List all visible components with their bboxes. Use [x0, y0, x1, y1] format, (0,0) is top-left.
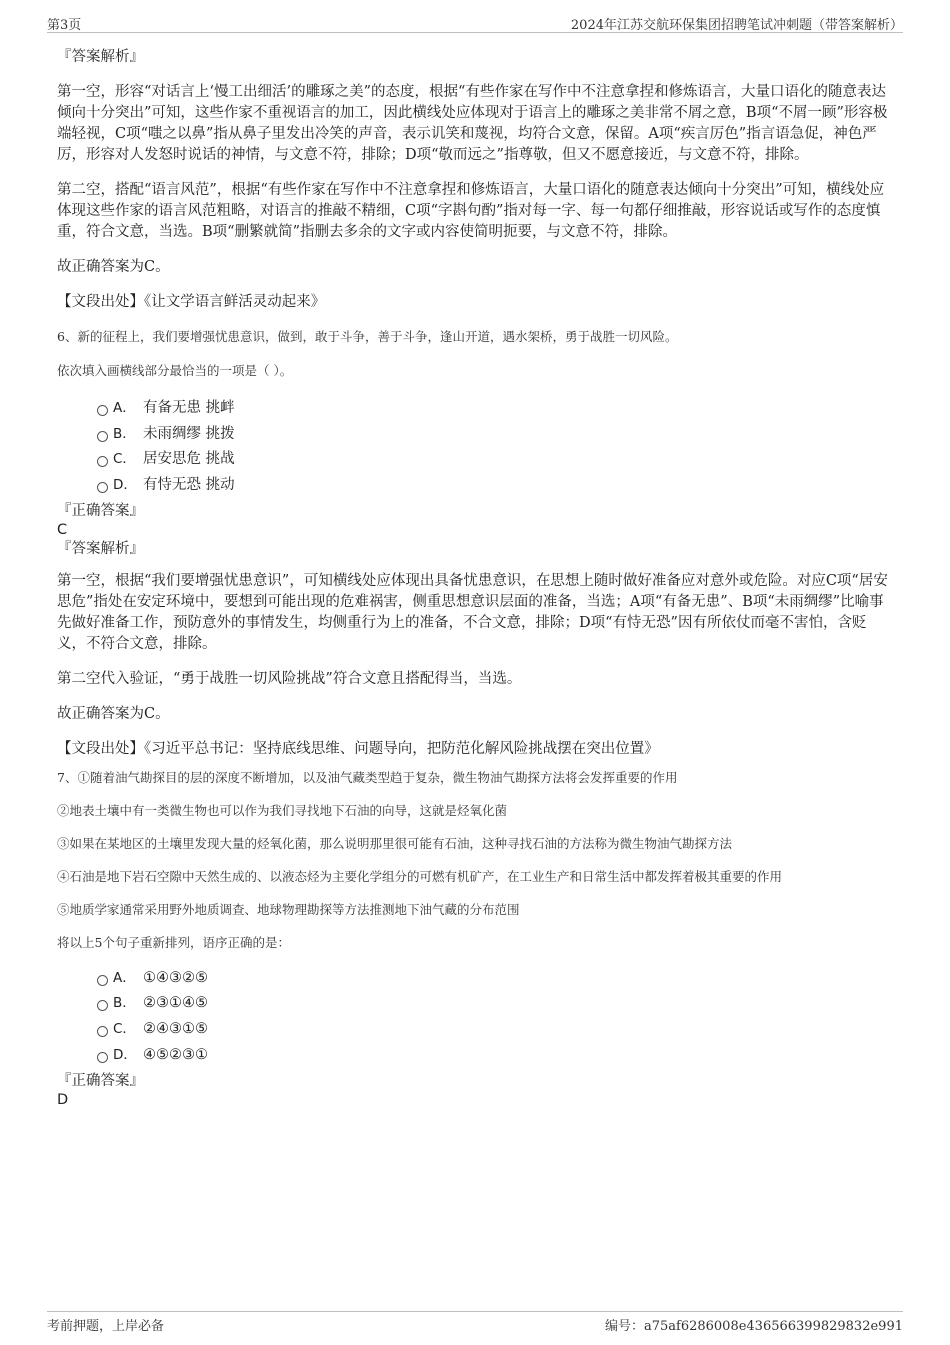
analysis-paragraph: 第二空代入验证，“勇于战胜一切风险挑战”符合文意且搭配得当，当选。 — [57, 670, 522, 687]
option-b[interactable]: B． ②③①④⑤ — [57, 993, 895, 1019]
analysis-label: 『答案解析』 — [57, 49, 144, 65]
radio-button[interactable] — [97, 1052, 108, 1063]
analysis-paragraph: 第一空，形容“对话言上‘慢工出细活’的雕琢之美”的态度，根据“有些作家在写作中不注意拿捏和修炼语言，大量口语化的随意表达倾向十分突出”可知，这些作家不重视语言的加工，因此横线处应体现对于语言上的雕琢之美非常不屑之意，B项“不屑一顾”形容极端轻视，C项“嗤之以鼻”指从鼻子里发出冷笑的声音，表示讥笑和蔑视，均符合文意，保留。A项“疾言厉色”指言语急促，神色严厉，形容对人发怒时说话的神情，与文意不符，排除；D项“敬而远之”指尊敬，但又不愿意接近，与文意不符，排除。 — [57, 84, 888, 163]
option-a[interactable]: A． 有备无患 挑衅 — [57, 398, 895, 424]
question-sentence: ④石油是地下岩石空隙中天然生成的、以液态烃为主要化学组分的可燃有机矿产，在工业生产和日常生活中都发挥着极其重要的作用 — [57, 868, 783, 884]
question-stem: 6、新的征程上，我们要增强忧患意识，做到，敢于斗争，善于斗争，逢山开道，遇水架桥，勇于战胜一切风险。 — [57, 329, 678, 344]
page-footer — [47, 1311, 903, 1334]
radio-button[interactable] — [97, 405, 108, 416]
analysis-paragraph: 第二空，搭配“语言风范”，根据“有些作家在写作中不注意拿捏和修炼语言，大量口语化的随意表达倾向十分突出”可知，横线处应体现这些作家的语言风范粗略，对语言的推敲不精细，C项“字斟句酌”指对每一字、每一句都仔细推敲，形容说话或写作的态度慎重，符合文意，当选。B项“删繁就简”指删去多余的文字或内容使简明扼要，与文意不符，排除。 — [57, 182, 885, 240]
source-citation: 【文段出处】《让文学语言鲜活灵动起来》 — [57, 294, 326, 310]
option-list — [57, 398, 895, 501]
question-sentence: ⑤地质学家通常采用野外地质调查、地球物理勘探等方法推测地下油气藏的分布范围 — [57, 901, 520, 917]
option-c[interactable]: C． 居安思危 挑战 — [57, 449, 895, 475]
question-sentence: 7、①随着油气勘探目的层的深度不断增加，以及油气藏类型趋于复杂，微生物油气勘探方法将会发挥重要的作用 — [57, 769, 678, 785]
page-number: 第3页 — [47, 18, 82, 33]
source-citation: 【文段出处】《习近平总书记：坚持底线思维、问题导向，把防范化解风险挑战摆在突出位置》 — [57, 740, 659, 757]
question-sentence: ③如果在某地区的土壤里发现大量的烃氧化菌，那么说明那里很可能有石油，这种寻找石油的方法称为微生物油气勘探方法 — [57, 835, 733, 851]
option-d[interactable]: D． ④⑤②③① — [57, 1045, 895, 1071]
document-title: 2024年江苏交航环保集团招聘笔试冲刺题（带答案解析） — [570, 18, 903, 33]
analysis-paragraph: 第一空，根据“我们要增强忧患意识”，可知横线处应体现出具备忧患意识，在思想上随时做好准备应对意外或危险。对应C项“居安思危”指处在安定环境中，要想到可能出现的危难祸害，侧重思想意识层面的准备，当选；A项“有备无患”、B项“未雨绸缪”比喻事先做好准备工作，预防意外的事情发生，均侧重行为上的准备，不合文意，排除；D项“有恃无恐”因有所依仗而毫不害怕，含贬义，不符合文意，排除。 — [57, 572, 888, 652]
radio-button[interactable] — [97, 456, 108, 467]
question-instruction: 依次填入画横线部分最恰当的一项是（ ）。 — [57, 363, 293, 378]
option-c[interactable]: C． ②④③①⑤ — [57, 1019, 895, 1045]
question-sentence: ②地表土壤中有一类微生物也可以作为我们寻找地下石油的向导，这就是烃氧化菌 — [57, 802, 508, 818]
page-content — [57, 45, 895, 1109]
option-b[interactable]: B． 未雨绸缪 挑拨 — [57, 424, 895, 450]
option-a[interactable]: A． ①④③②⑤ — [57, 968, 895, 994]
analysis-label: 『答案解析』 — [57, 540, 144, 557]
radio-button[interactable] — [97, 975, 108, 986]
document-id: 编号：a75af6286008e436566399829832e991 — [604, 1319, 903, 1334]
page-header — [47, 14, 903, 33]
correct-answer: D — [57, 1091, 69, 1108]
option-list — [57, 968, 895, 1071]
radio-button[interactable] — [97, 431, 108, 442]
footer-slogan: 考前押题，上岸必备 — [47, 1319, 165, 1334]
radio-button[interactable] — [97, 1026, 108, 1037]
question-instruction: 将以上5个句子重新排列，语序正确的是： — [57, 934, 290, 950]
option-d[interactable]: D． 有恃无恐 挑动 — [57, 475, 895, 501]
conclusion: 故正确答案为C。 — [57, 259, 170, 275]
answer-label: 『正确答案』 — [57, 502, 144, 519]
radio-button[interactable] — [97, 1000, 108, 1011]
correct-answer: C — [57, 521, 68, 538]
radio-button[interactable] — [97, 482, 108, 493]
answer-label: 『正确答案』 — [57, 1072, 144, 1089]
conclusion: 故正确答案为C。 — [57, 705, 170, 722]
